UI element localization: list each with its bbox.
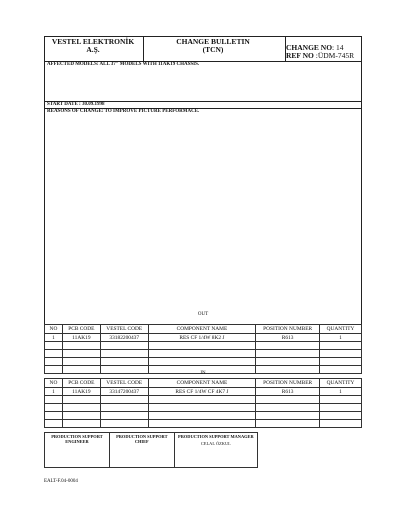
table-header-row xyxy=(45,325,362,334)
change-no-value: : 14 xyxy=(332,43,344,52)
column-header: PCB CODE xyxy=(62,379,100,388)
table-row xyxy=(45,342,362,350)
in-components-table xyxy=(44,378,362,428)
table-cell: R613 xyxy=(256,334,320,342)
affected-models: AFFECTED MODELS: ALL 37" MODELS WITH 11AK19 CHASSIS. xyxy=(47,62,200,67)
column-header: COMPONENT NAME xyxy=(148,379,256,388)
table-cell xyxy=(62,420,100,428)
start-date: START DATE : 30.09.1998 xyxy=(47,102,105,107)
table-cell xyxy=(256,412,320,420)
table-cell: 33147200437 xyxy=(100,388,148,396)
table-cell xyxy=(45,350,63,358)
table-cell xyxy=(148,358,256,366)
table-cell: 1 xyxy=(45,334,63,342)
table-cell xyxy=(62,350,100,358)
table-cell: R613 xyxy=(256,388,320,396)
table-cell xyxy=(45,358,63,366)
table-cell xyxy=(100,412,148,420)
in-table-title: IN xyxy=(200,371,206,376)
table-cell: 33182200437 xyxy=(100,334,148,342)
table-cell xyxy=(62,358,100,366)
ref-no xyxy=(286,52,362,60)
document-title-line2: (TCN) xyxy=(202,45,224,54)
form-code: EALT-F.04-0004 xyxy=(44,479,78,484)
table-row xyxy=(45,388,362,396)
out-table-title: OUT xyxy=(197,312,209,317)
table-row xyxy=(45,420,362,428)
signature-cell xyxy=(45,433,110,468)
signature-cell xyxy=(174,433,257,468)
table-cell xyxy=(100,404,148,412)
document-title-line1: CHANGE BULLETIN xyxy=(176,37,250,46)
column-header: POSITION NUMBER xyxy=(256,325,320,334)
table-cell xyxy=(100,350,148,358)
table-cell xyxy=(148,404,256,412)
table-cell xyxy=(256,358,320,366)
column-header: NO xyxy=(45,379,63,388)
table-cell: RES CF 1/4W CF 4K7 J xyxy=(148,388,256,396)
table-cell xyxy=(148,420,256,428)
column-header: VESTEL CODE xyxy=(100,379,148,388)
signature-role: PRODUCTION SUPPORT CHIEF xyxy=(116,434,168,444)
table-cell xyxy=(100,342,148,350)
table-cell xyxy=(320,358,362,366)
table-cell xyxy=(62,342,100,350)
company-name xyxy=(44,38,142,54)
ref-no-value: :ÜDM-745R xyxy=(315,51,355,60)
table-cell xyxy=(62,412,100,420)
table-row xyxy=(45,412,362,420)
table-cell xyxy=(320,342,362,350)
column-header: QUANTITY xyxy=(320,325,362,334)
table-cell xyxy=(320,420,362,428)
signature-name: CELAL ÖZKUL xyxy=(200,441,231,446)
table-cell xyxy=(62,404,100,412)
reasons-of-change: REASONS OF CHANGE: TO IMPROVE PICTURE PERFORMACE. xyxy=(47,109,200,114)
table-cell: RES CF 1/4W 8K2 J xyxy=(148,334,256,342)
table-cell: 1 xyxy=(45,388,63,396)
table-cell xyxy=(256,342,320,350)
table-cell xyxy=(45,404,63,412)
table-cell xyxy=(100,358,148,366)
document-title xyxy=(142,38,284,54)
change-no-label: CHANGE NO xyxy=(286,43,333,52)
column-header: NO xyxy=(45,325,63,334)
reference-block xyxy=(286,44,362,60)
table-cell xyxy=(320,404,362,412)
table-cell: 1 xyxy=(320,334,362,342)
column-header: COMPONENT NAME xyxy=(148,325,256,334)
column-header: POSITION NUMBER xyxy=(256,379,320,388)
column-header: VESTEL CODE xyxy=(100,325,148,334)
signature-table xyxy=(44,432,258,468)
table-cell: 11AK19 xyxy=(62,334,100,342)
table-cell xyxy=(148,350,256,358)
table-cell xyxy=(100,420,148,428)
table-row xyxy=(45,358,362,366)
table-cell xyxy=(45,420,63,428)
table-cell xyxy=(256,404,320,412)
table-cell xyxy=(62,396,100,404)
table-cell xyxy=(320,412,362,420)
table-cell xyxy=(256,420,320,428)
table-row xyxy=(45,334,362,342)
signature-cell xyxy=(109,433,174,468)
ref-no-label: REF NO xyxy=(286,51,314,60)
table-cell: 11AK19 xyxy=(62,388,100,396)
table-row xyxy=(45,396,362,404)
table-row xyxy=(45,404,362,412)
table-cell xyxy=(45,412,63,420)
table-header-row xyxy=(45,379,362,388)
table-cell xyxy=(148,342,256,350)
table-cell xyxy=(256,350,320,358)
table-cell: 1 xyxy=(320,388,362,396)
column-header: QUANTITY xyxy=(320,379,362,388)
company-name-line1: VESTEL ELEKTRONİK xyxy=(51,37,135,46)
table-cell xyxy=(100,396,148,404)
company-name-line2: A.Ş. xyxy=(86,45,100,54)
table-cell xyxy=(148,412,256,420)
column-header: PCB CODE xyxy=(62,325,100,334)
table-cell xyxy=(45,342,63,350)
table-cell xyxy=(320,396,362,404)
signature-role: PRODUCTION SUPPORT MANAGER xyxy=(178,434,254,439)
table-cell xyxy=(256,396,320,404)
out-components-table xyxy=(44,324,362,374)
signature-role: PRODUCTION SUPPORT ENGINEER xyxy=(51,434,103,444)
table-row xyxy=(45,350,362,358)
table-cell xyxy=(320,350,362,358)
table-cell xyxy=(45,396,63,404)
table-cell xyxy=(148,396,256,404)
